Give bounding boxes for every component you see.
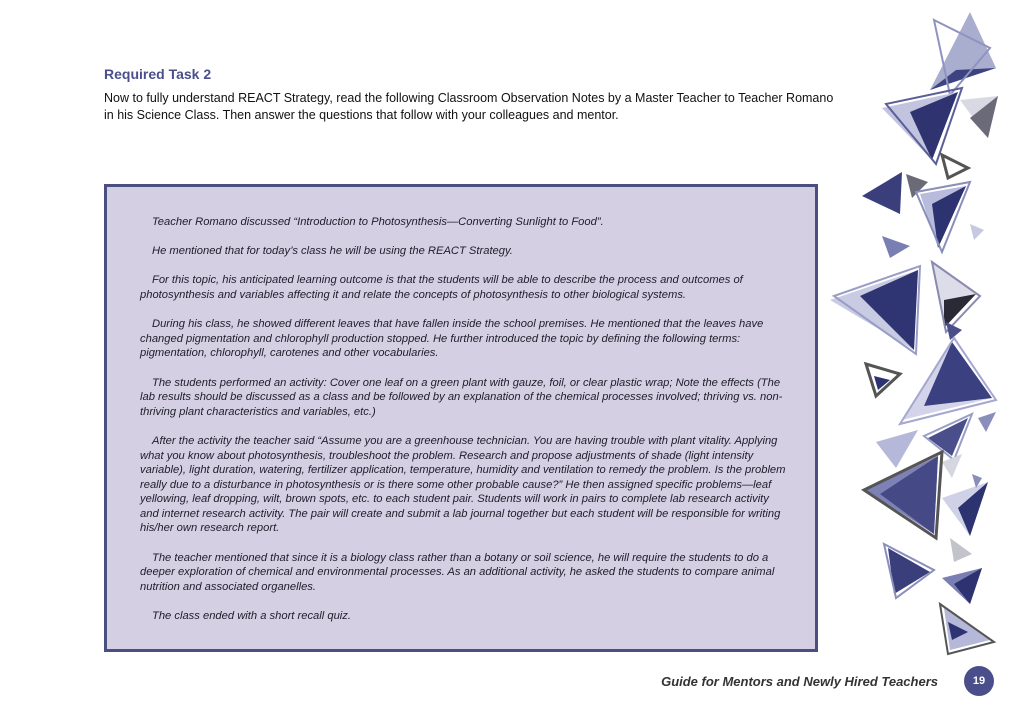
triangle-shape (830, 266, 920, 354)
triangle-shape (950, 538, 972, 562)
observation-notes (140, 215, 786, 638)
notes-paragraph: He mentioned that for today’s class he will be using the REACT Strategy. (152, 245, 513, 258)
triangle-shape (942, 155, 968, 178)
notes-paragraph: The teacher mentioned that since it is a biology class rather than a botany or soil science, he will require the students to do a deeper exploration of chemical and environmental processes. As an additional activity, he asked the students to compare animal nutrition and associated organelles. (140, 551, 775, 593)
page-number-badge: 19 (964, 666, 994, 696)
triangle-shape (862, 172, 970, 252)
triangle-shape (978, 412, 996, 432)
observation-notes-box (104, 184, 818, 652)
triangle-shape (932, 262, 980, 332)
task-title: Required Task 2 (104, 66, 212, 82)
triangle-shape (970, 224, 984, 240)
notes-paragraph: For this topic, his anticipated learning outcome is that the students will be able to describe the process and outcomes of photosynthesis and variables affecting it and relate the concepts of photosynthesis to other biological systems. (140, 274, 743, 301)
triangle-pattern-decoration (820, 0, 1024, 660)
triangle-shape (882, 236, 910, 258)
task-intro: Now to fully understand REACT Strategy, read the following Classroom Observation Notes by a Master Teacher to Teacher Romano in his Science Class. Then answer the questions that follow with your colleagues and mentor. (104, 91, 834, 122)
notes-paragraph: Teacher Romano discussed “Introduction to Photosynthesis—Converting Sunlight to Food”. (152, 216, 604, 228)
triangle-shape (884, 544, 934, 598)
footer-title: Guide for Mentors and Newly Hired Teachers (661, 674, 938, 689)
notes-paragraph: During his class, he showed different leaves that have fallen inside the school premises. He mentioned that the leaves have changed pigmentation and chlorophyll production stopped. He further introduced the topic by defining the following terms: pigmentation, chlorophyll, carotenes and other vocabularies. (140, 318, 764, 360)
notes-paragraph: After the activity the teacher said “Assume you are a greenhouse technician. You are having trouble with plant vitality. Applying what you know about photosynthesis, troubleshoot the problem. Research and propose adjustments of shade (light intensity variable), light duration, watering, fertilizer application, temperature, humidity and ventilation to remedy the problem. Is the problem really due to a disturbance in photosynthesis or is there some other probable cause?” He then assigned specific problems—leaf yellowing, leaf dropping, wilt, brown spots, etc. to each student pair. Students will work in pairs to complete lab research activity and internet research activity. The pair will create and submit a lab journal together but each student will be responsible for writing his/her own research report. (140, 434, 786, 535)
triangle-shape (942, 568, 982, 604)
triangle-shape (930, 12, 996, 95)
triangle-shape (942, 482, 988, 536)
triangle-shape (900, 338, 996, 424)
notes-paragraph: The students performed an activity: Cover one leaf on a green plant with gauze, foil, or clear plastic wrap; Note the effects (The lab results should be discussed as a class and be followed by an explanation of the chemical processes involved; thriving vs. non-thriving plant characteristics and variables, etc.) (140, 376, 783, 418)
triangle-shape (940, 604, 994, 654)
notes-paragraph: The class ended with a short recall quiz. (152, 610, 351, 623)
triangle-shape (882, 88, 962, 164)
triangle-shape (960, 96, 998, 138)
triangle-shape (864, 452, 942, 538)
triangle-shape (866, 364, 900, 396)
